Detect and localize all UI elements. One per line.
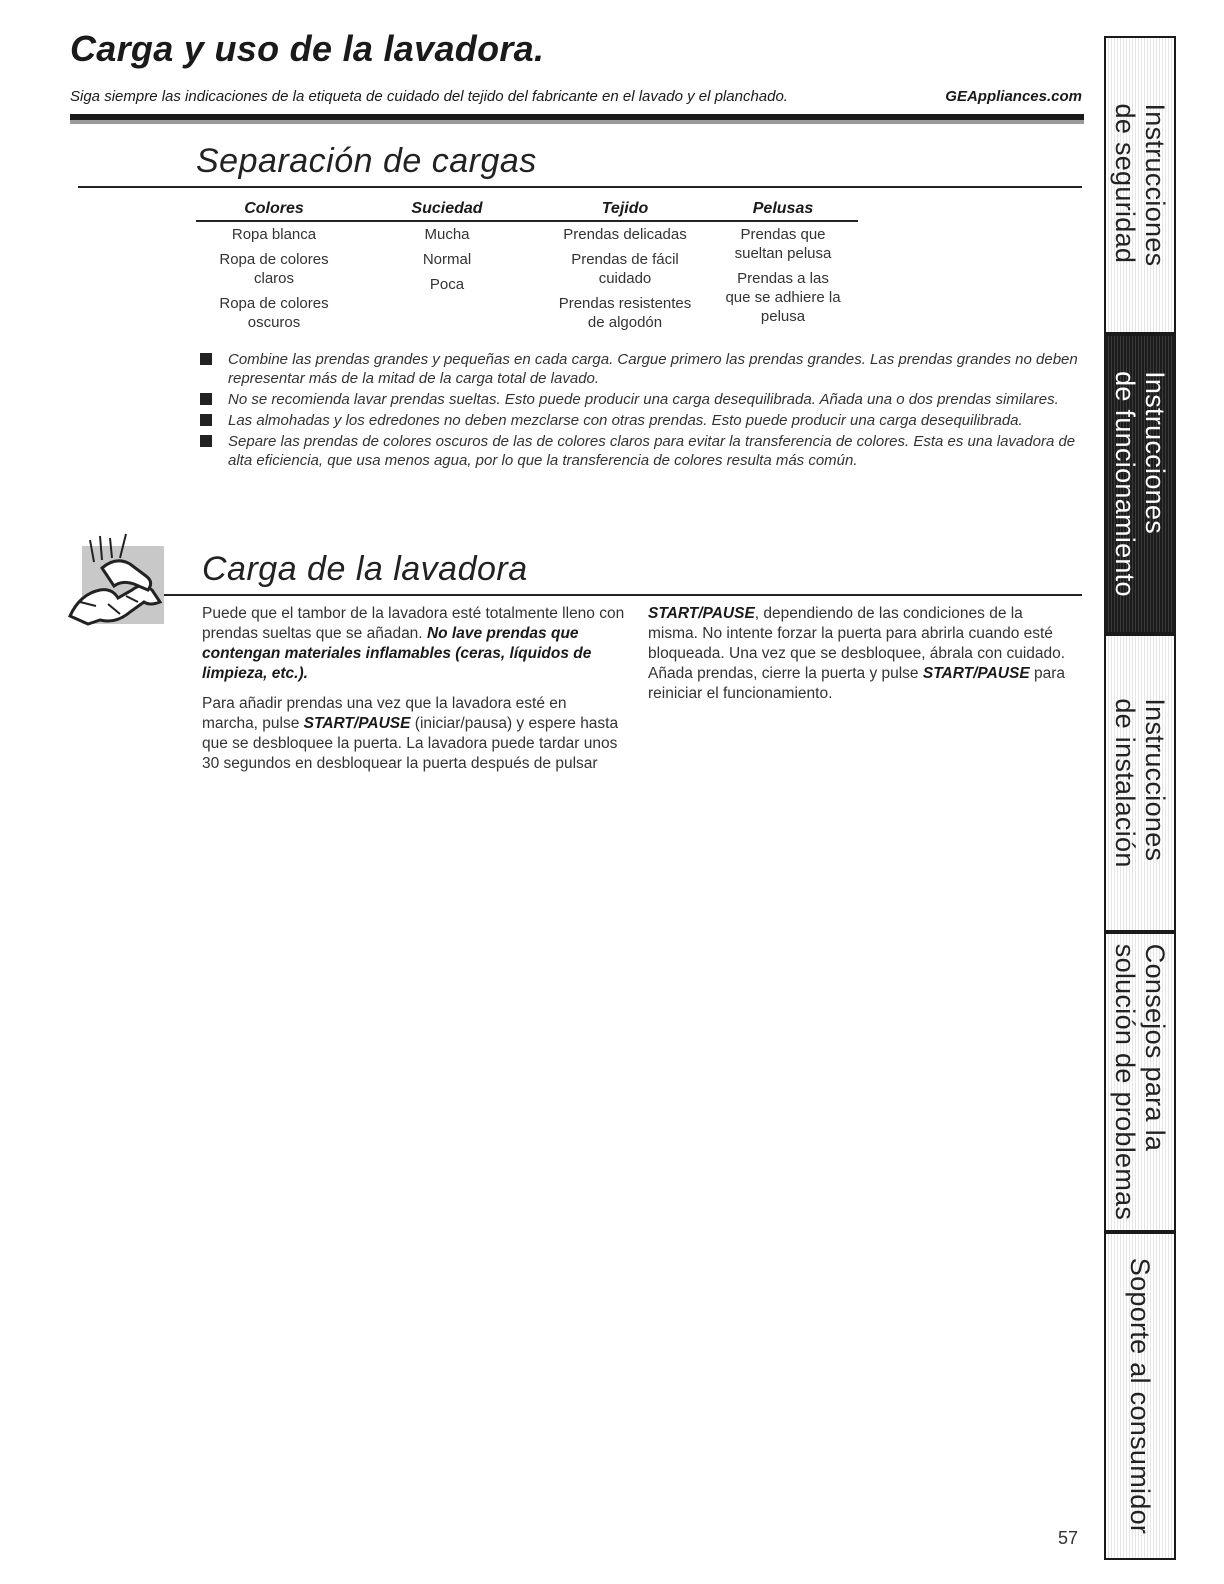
table-cell: Prendas a las que se adhiere la pelusa: [725, 270, 841, 325]
loading-text-right-column: [648, 604, 1074, 714]
list-item: No se recomienda lavar prendas sueltas. Esto puede producir una carga desequilibrada. Añada una o dos prendas similares.: [200, 390, 1080, 409]
square-bullet-icon: [200, 435, 212, 447]
table-cell: Mucha: [424, 226, 470, 243]
table-cell: Prendas de fácil cuidado: [571, 251, 679, 287]
column-pelusas: [708, 221, 858, 338]
square-bullet-icon: [200, 353, 212, 365]
sorting-table: [196, 200, 858, 338]
column-header-pelusas: Pelusas: [708, 200, 858, 221]
header-rule-shade: [70, 120, 1084, 124]
loading-paragraph-2: Para añadir prendas una vez que la lavadora esté en marcha, pulse START/PAUSE (iniciar/pausa) y espere hasta que se desbloquee la puerta. La lavadora puede tardar unos 30 segundos en desbloquear la puerta después de pulsar: [202, 695, 619, 772]
list-item: Las almohadas y los edredones no deben mezclarse con otras prendas. Esto puede producir una carga desequilibrada.: [200, 411, 1080, 430]
table-cell: Ropa de colores claros: [219, 251, 329, 287]
start-pause-label: START/PAUSE: [922, 665, 1030, 682]
loading-paragraph-2-continued: START/PAUSE, dependiendo de las condiciones de la misma. No intente forzar la puerta para abrirla cuando esté bloqueada. Una vez que se desbloquee, ábrala con cuidado. Añada prendas, cierre la puerta y pulse START/PAUSE para reiniciar el funcionamiento.: [648, 605, 1066, 702]
section-tabs-sidebar: [1104, 36, 1178, 1560]
tab-label: Instrucciones de seguridad: [1110, 103, 1170, 267]
table-cell: Prendas que sueltan pelusa: [734, 226, 832, 262]
flammable-warning: No lave prendas que contengan materiales inflamables (ceras, líquidos de limpieza, etc.).: [202, 625, 592, 682]
tab-label: Consejos para la solución de problemas: [1110, 943, 1170, 1221]
page-number: 57: [1058, 1528, 1079, 1548]
column-header-suciedad: Suciedad: [352, 200, 542, 221]
list-item: Separe las prendas de colores oscuros de las de colores claros para evitar la transferencia de colores. Esta es una lavadora de alta eficiencia, que usa menos agua, por lo que la transferencia de colores resulta más común.: [200, 432, 1080, 470]
column-colores: [196, 221, 352, 338]
column-header-colores: Colores: [196, 200, 352, 221]
tab-label: Instrucciones de funcionamiento: [1110, 371, 1170, 597]
tab-instrucciones-de-seguridad[interactable]: [1104, 36, 1176, 334]
laundry-clothes-icon: [60, 532, 166, 628]
start-pause-label: START/PAUSE: [648, 605, 755, 622]
tab-label: Instrucciones de instalación: [1110, 698, 1170, 868]
section-rule-loading: [164, 594, 1082, 596]
page-subtitle-row: [70, 88, 1082, 105]
section-rule-sorting: [78, 186, 1082, 188]
section-title-sorting: Separación de cargas: [196, 142, 537, 180]
tab-soporte-al-consumidor[interactable]: [1104, 1232, 1176, 1560]
loading-text-left-column: [202, 604, 626, 784]
column-header-tejido: Tejido: [542, 200, 708, 221]
square-bullet-icon: [200, 414, 212, 426]
table-cell: Normal: [422, 251, 472, 268]
section-title-loading: Carga de la lavadora: [202, 550, 528, 588]
column-tejido: [542, 221, 708, 338]
sorting-tips-list: [200, 350, 1080, 472]
table-cell: Ropa blanca: [231, 226, 317, 243]
page-title: Carga y uso de la lavadora.: [70, 28, 545, 69]
table-cell: Poca: [429, 276, 465, 293]
tab-instrucciones-de-funcionamiento[interactable]: [1104, 334, 1176, 634]
loading-paragraph-1: Puede que el tambor de la lavadora esté totalmente lleno con prendas sueltas que se añadan. No lave prendas que contengan materiales inflamables (ceras, líquidos de limpieza, etc.).: [202, 605, 625, 682]
tab-instrucciones-de-instalacion[interactable]: [1104, 634, 1176, 932]
start-pause-label: START/PAUSE: [303, 715, 411, 732]
table-cell: Ropa de colores oscuros: [219, 295, 329, 331]
website-link[interactable]: GEAppliances.com: [945, 88, 1082, 105]
table-cell: Prendas delicadas: [563, 226, 687, 243]
square-bullet-icon: [200, 393, 212, 405]
tab-consejos-para-la-solucion-de-problemas[interactable]: [1104, 932, 1176, 1232]
tab-label: Soporte al consumidor: [1125, 1257, 1155, 1535]
table-cell: Prendas resistentes de algodón: [558, 295, 692, 331]
list-item: Combine las prendas grandes y pequeñas en cada carga. Cargue primero las prendas grandes. Las prendas grandes no deben representar más de la mitad de la carga total de lavado.: [200, 350, 1080, 388]
column-suciedad: [352, 221, 542, 338]
page-subtitle: Siga siempre las indicaciones de la etiqueta de cuidado del tejido del fabricante en el lavado y el planchado.: [70, 88, 788, 105]
